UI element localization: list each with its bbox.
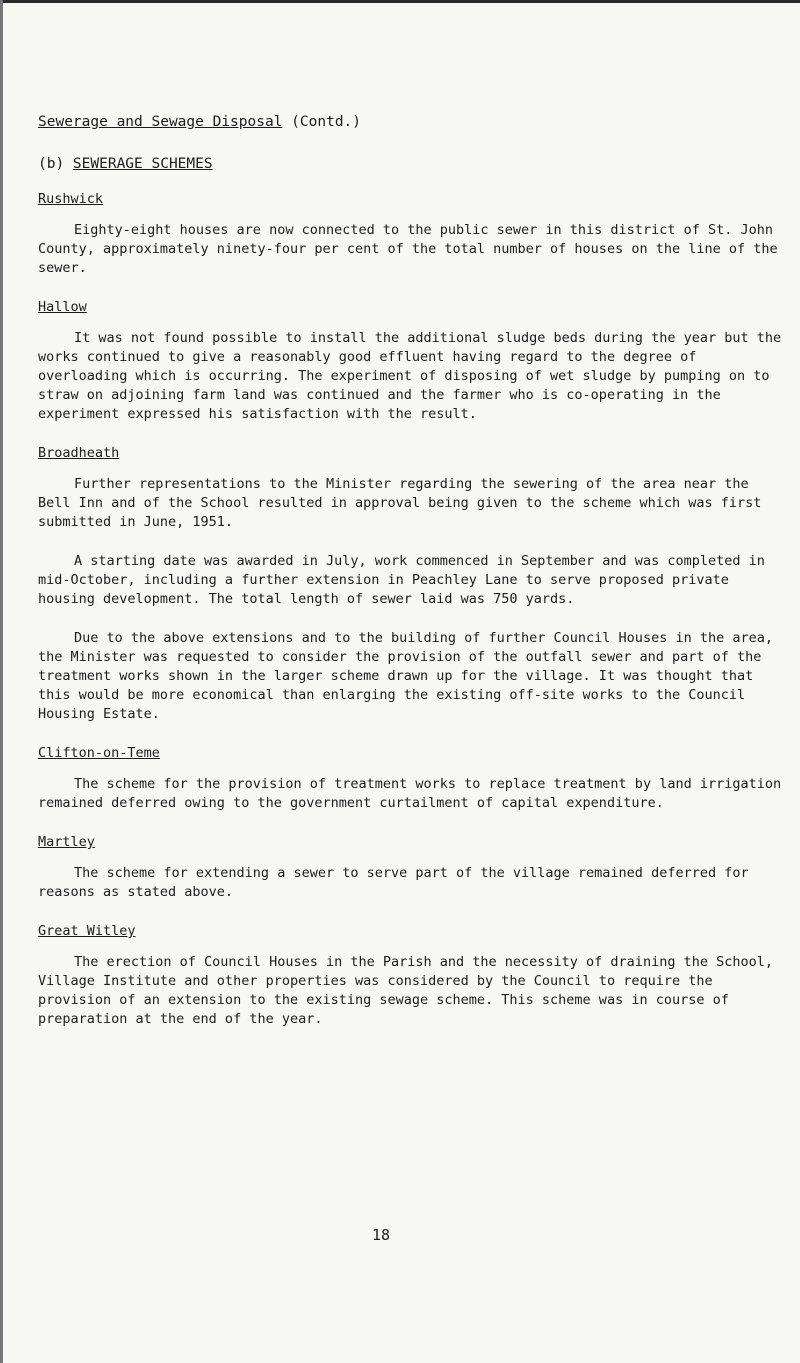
paragraph-broadheath-1: Further representations to the Minister regarding the sewering of the area near the Bell Inn and of the School resulted in approval being given to the scheme which was first submitted in June, 1951. (38, 476, 762, 530)
page-title-main: Sewerage and Sewage Disposal (38, 114, 283, 130)
heading-clifton-on-teme: Clifton-on-Teme (38, 745, 160, 761)
paragraph-rushwick: Eighty-eight houses are now connected to the public sewer in this district of St. John County, approximately ninety-four per cent of the total number of houses on the line of the sewer. (38, 222, 778, 276)
page-title-suffix: (Contd.) (282, 114, 362, 130)
heading-great-witley: Great Witley (38, 923, 136, 939)
paragraph-hallow: It was not found possible to install the additional sludge beds during the year but the works continued to give a reasonably good effluent having regard to the degree of overloading which is occurring. The experiment of disposing of wet sludge by pumping on to straw on adjoining farm land was continued and the farmer who is co-operating in the experiment expressed his satisfaction with the result. (38, 330, 782, 422)
scan-left-edge (0, 0, 3, 1363)
section-heading (38, 156, 783, 172)
paragraph-martley: The scheme for extending a sewer to serve part of the village remained deferred for reasons as stated above. (38, 865, 749, 900)
section-title: SEWERAGE SCHEMES (72, 156, 213, 172)
section-prefix: (b) (38, 156, 73, 172)
page-title (38, 112, 783, 132)
paragraph-broadheath-3: Due to the above extensions and to the building of further Council Houses in the area, the Minister was requested to consider the provision of the outfall sewer and part of the treatment works shown in the larger scheme drawn up for the village. It was thought that this would be more economical than enlarging the existing off-site works to the Council Housing Estate. (38, 630, 773, 722)
scan-top-edge (0, 0, 800, 3)
heading-rushwick: Rushwick (38, 191, 104, 207)
paragraph-broadheath-2: A starting date was awarded in July, work commenced in September and was completed in mid-October, including a further extension in Peachley Lane to serve proposed private housing development. The total length of sewer laid was 750 yards. (38, 553, 765, 607)
document-page (38, 112, 783, 1029)
heading-hallow: Hallow (38, 299, 87, 315)
paragraph-great-witley: The erection of Council Houses in the Parish and the necessity of draining the School, Village Institute and other properties was considered by the Council to require the provision of an extension to the existing sewage scheme. This scheme was in course of preparation at the end of the year. (38, 954, 773, 1027)
heading-broadheath: Broadheath (38, 445, 120, 461)
paragraph-clifton-on-teme: The scheme for the provision of treatment works to replace treatment by land irrigation remained deferred owing to the government curtailment of capital expenditure. (38, 776, 782, 811)
page-number: 18 (372, 1226, 391, 1244)
heading-martley: Martley (38, 834, 95, 850)
